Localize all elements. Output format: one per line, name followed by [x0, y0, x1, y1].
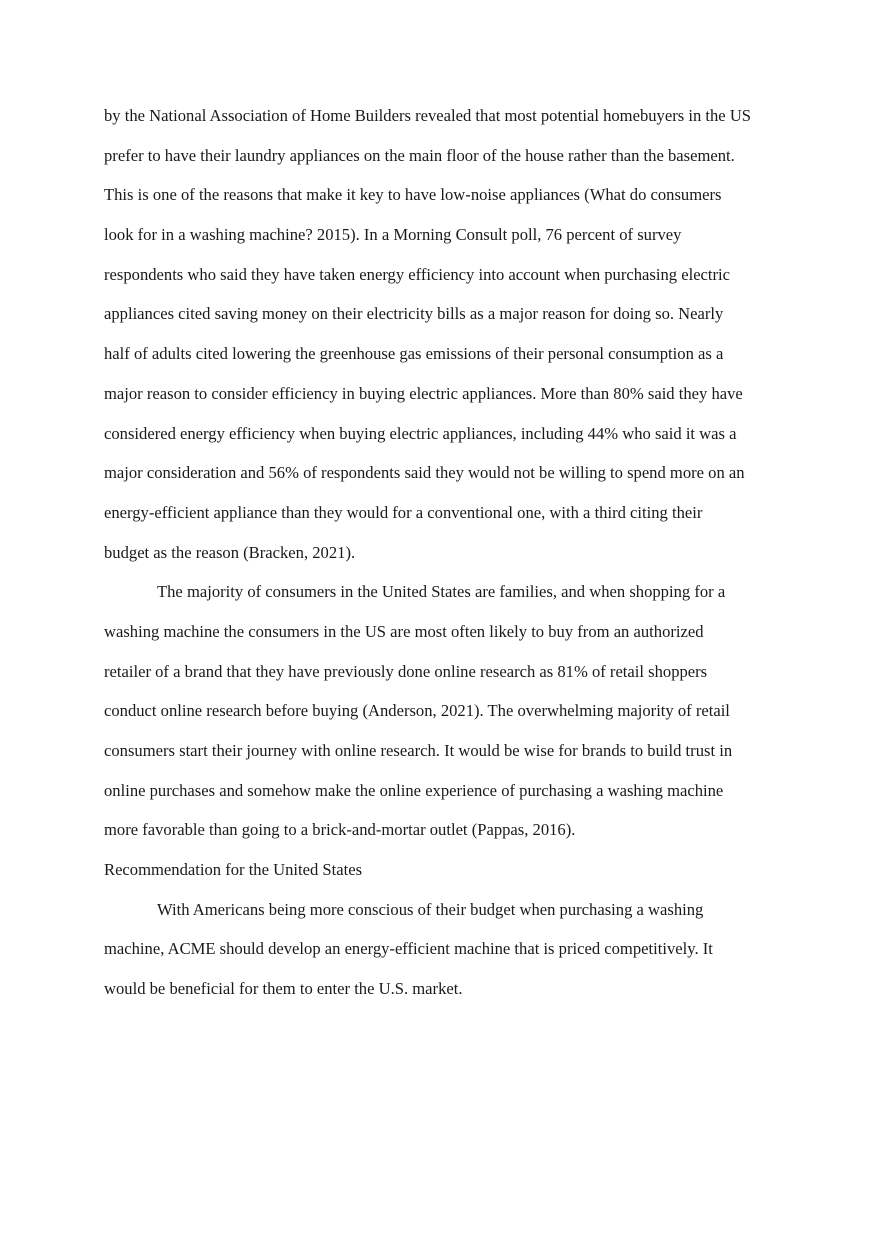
text-line: energy-efficient appliance than they would for a conventional one, with a third citing their [104, 503, 703, 522]
text-line: prefer to have their laundry appliances on the main floor of the house rather than the basement. [104, 146, 735, 165]
text-line: budget as the reason (Bracken, 2021). [104, 543, 356, 562]
text-line: This is one of the reasons that make it key to have low-noise appliances (What do consumers [104, 185, 722, 204]
text-line: more favorable than going to a brick-and-mortar outlet (Pappas, 2016). [104, 820, 576, 839]
text-line: The majority of consumers in the United States are families, and when shopping for a [157, 582, 726, 601]
text-line: major consideration and 56% of respondents said they would not be willing to spend more on an [104, 463, 745, 482]
text-line: by the National Association of Home Builders revealed that most potential homebuyers in the US [104, 106, 752, 125]
text-line: online purchases and somehow make the online experience of purchasing a washing machine [104, 781, 724, 800]
section-heading: Recommendation for the United States [104, 860, 363, 879]
text-line: respondents who said they have taken energy efficiency into account when purchasing electric [104, 265, 731, 284]
text-line: machine, ACME should develop an energy-efficient machine that is priced competitively. It [104, 939, 713, 958]
text-line: With Americans being more conscious of their budget when purchasing a washing [157, 900, 704, 919]
text-line: consumers start their journey with online research. It would be wise for brands to build trust in [104, 741, 733, 760]
text-line: would be beneficial for them to enter the U.S. market. [104, 979, 463, 998]
text-line: considered energy efficiency when buying electric appliances, including 44% who said it was a [104, 424, 737, 443]
text-line: conduct online research before buying (Anderson, 2021). The overwhelming majority of retail [104, 701, 730, 720]
text-line: major reason to consider efficiency in buying electric appliances. More than 80% said they have [104, 384, 743, 403]
text-line: look for in a washing machine? 2015). In a Morning Consult poll, 76 percent of survey [104, 225, 682, 244]
text-line: retailer of a brand that they have previously done online research as 81% of retail shoppers [104, 662, 708, 681]
text-line: half of adults cited lowering the greenhouse gas emissions of their personal consumption as a [104, 344, 724, 363]
text-line: washing machine the consumers in the US are most often likely to buy from an authorized [104, 622, 704, 641]
text-line: appliances cited saving money on their electricity bills as a major reason for doing so. Nearly [104, 304, 724, 323]
